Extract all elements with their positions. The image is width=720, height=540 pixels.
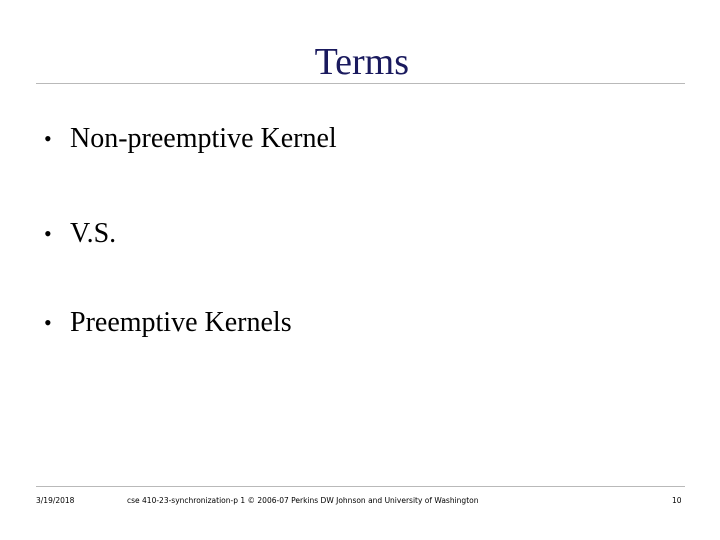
bullet-icon: • [44, 310, 52, 335]
slide-title: Terms [314, 41, 409, 83]
bullet-icon: • [44, 221, 52, 246]
footer-date: 3/19/2018 [36, 496, 75, 505]
bullet-text: V.S. [70, 218, 117, 249]
bullet-item-non-preemptive-kernel [44, 122, 337, 156]
bullet-text: Non-preemptive Kernel [70, 123, 337, 154]
title-divider [36, 83, 685, 84]
footer-course-credit: cse 410-23-synchronization-p 1 © 2006-07 Perkins DW Johnson and University of Washington [127, 496, 479, 505]
footer-page-number: 10 [672, 496, 682, 505]
footer-divider [36, 486, 685, 487]
bullet-text: Preemptive Kernels [70, 307, 292, 338]
bullet-item-vs [44, 217, 116, 251]
bullet-icon: • [44, 126, 52, 151]
bullet-item-preemptive-kernels [44, 306, 292, 340]
